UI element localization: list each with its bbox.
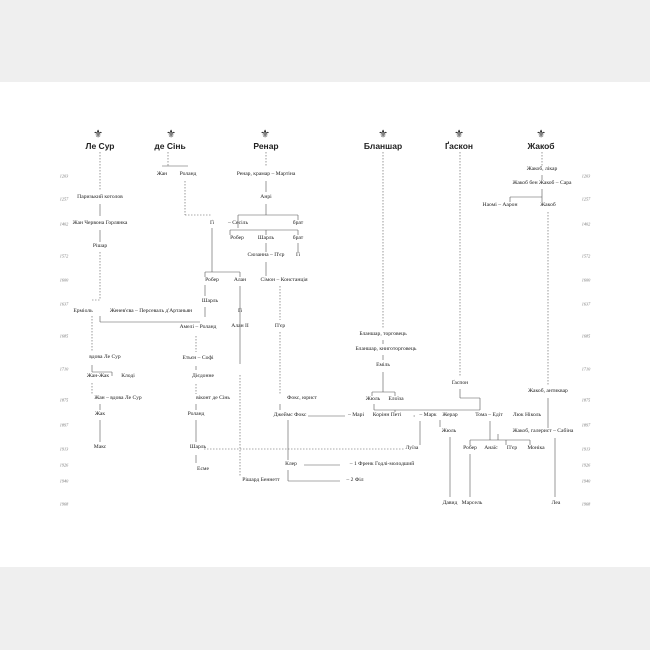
person-node: Шарль: [257, 235, 275, 242]
house-name-renar: Ренар: [253, 141, 279, 151]
fleur-de-lis-icon: ⚜: [378, 128, 388, 141]
person-node: Давид: [442, 500, 458, 507]
year-label: 1572: [581, 253, 591, 259]
person-node: Фокс, юрист: [287, 395, 317, 402]
person-node: Жакоб бен Жакоб – Сара: [512, 180, 572, 187]
person-node: Шарль: [189, 444, 207, 451]
person-node: Жан Червона Горлянка: [72, 220, 128, 227]
person-node: Ґі: [237, 308, 243, 315]
person-node: Рішард Беннетт: [242, 477, 280, 484]
person-node: Жюль: [441, 428, 457, 435]
person-node: Робер: [463, 445, 477, 452]
year-label: 1897: [59, 422, 69, 428]
person-node: Дієдонне: [192, 373, 214, 380]
year-label: 1875: [581, 397, 591, 403]
person-node: Анаїс: [484, 445, 498, 452]
year-label: 1710: [59, 366, 69, 372]
year-label: 1940: [581, 478, 591, 484]
person-node: Клоді: [121, 373, 135, 380]
person-node: Марсель: [461, 500, 483, 507]
person-node: брат: [292, 220, 304, 227]
person-node: – Сесіль: [228, 220, 248, 227]
person-node: Жан – вдова Ле Сур: [94, 395, 142, 402]
person-node: Жакоб: [540, 202, 556, 209]
person-node: вдова Ле Сур: [89, 354, 121, 361]
year-label: 1940: [59, 478, 69, 484]
person-node: Алан: [233, 277, 247, 284]
year-label: 1637: [59, 301, 69, 307]
year-label: 1637: [581, 301, 591, 307]
house-name-blanshar: Бланшар: [363, 141, 403, 151]
person-node: Жюль: [365, 396, 381, 403]
year-label: 1926: [59, 462, 69, 468]
person-node: – Марі: [347, 412, 365, 419]
person-node: Паризький котолов: [77, 194, 123, 201]
person-node: Жакоб, антиквар: [528, 388, 568, 395]
year-label: 1203: [59, 173, 69, 179]
year-label: 1257: [59, 196, 69, 202]
person-node: Роланд: [187, 411, 205, 418]
person-node: Алан II: [231, 323, 249, 330]
year-label: 1913: [581, 446, 591, 452]
year-label: 1600: [581, 277, 591, 283]
person-node: Етьєн – Софі: [182, 355, 214, 362]
person-node: брат: [292, 235, 304, 242]
person-node: – Марк: [419, 412, 437, 419]
person-node: Ґі: [295, 252, 301, 259]
fleur-de-lis-icon: ⚜: [536, 128, 546, 141]
person-node: Тома – Едіт: [475, 412, 503, 419]
person-node: Бланшар, книготорговець: [355, 346, 417, 353]
house-name-zhakob: Жакоб: [527, 141, 555, 151]
person-node: Женев'єва – Персеваль д'Артаньян: [109, 308, 193, 315]
person-node: П'єр: [506, 445, 518, 452]
person-node: Ґі: [209, 220, 215, 227]
person-node: Корінн Петі: [372, 412, 402, 419]
year-label: 1685: [59, 333, 69, 339]
person-node: Жан-Жак: [86, 373, 110, 380]
person-node: Жак: [94, 411, 106, 418]
year-label: 1968: [59, 501, 69, 507]
person-node: Сімон – Констанція: [260, 277, 308, 284]
person-node: Леа: [551, 500, 561, 507]
person-node: Есме: [197, 466, 209, 473]
person-node: Макс: [93, 444, 107, 451]
year-label: 1572: [59, 253, 69, 259]
person-node: Анрі: [260, 194, 272, 201]
person-node: Ерміоль: [73, 308, 93, 315]
person-node: – 2 Філ: [346, 477, 364, 484]
year-label: 1710: [581, 366, 591, 372]
year-label: 1926: [581, 462, 591, 468]
person-node: віконт де Сінь: [196, 395, 230, 402]
person-node: Жерар: [442, 412, 458, 419]
year-label: 1897: [581, 422, 591, 428]
fleur-de-lis-icon: ⚜: [454, 128, 464, 141]
person-node: Клер: [285, 461, 297, 468]
fleur-de-lis-icon: ⚜: [166, 128, 176, 141]
person-node: Люк Ніколь: [512, 412, 542, 419]
person-node: Жакоб, галерист – Сабіна: [512, 428, 574, 435]
person-node: Амелі – Роланд: [179, 324, 217, 331]
person-node: Шарль: [201, 298, 219, 305]
person-node: Наомі – Аарон: [482, 202, 518, 209]
year-label: 1402: [59, 221, 69, 227]
person-node: Жан: [156, 171, 168, 178]
year-label: 1600: [59, 277, 69, 283]
person-node: Жакоб, лікар: [526, 166, 558, 173]
person-node: Ренар, крамар – Мартіна: [236, 171, 296, 178]
house-name-le-sur: Ле Сур: [85, 141, 115, 151]
person-node: Рішар: [92, 243, 108, 250]
person-node: Сюзанна – П'єр: [247, 252, 285, 259]
year-label: 1402: [581, 221, 591, 227]
year-label: 1968: [581, 501, 591, 507]
person-node: Моніка: [527, 445, 545, 452]
person-node: П'єр: [274, 323, 286, 330]
person-node: Робер: [205, 277, 219, 284]
person-node: Бланшар, торговець: [359, 331, 407, 338]
year-label: 1913: [59, 446, 69, 452]
year-label: 1875: [59, 397, 69, 403]
year-label: 1257: [581, 196, 591, 202]
person-node: – 1 Френк Годлі-молодший: [349, 461, 415, 468]
house-name-de-sin: де Сінь: [154, 141, 186, 151]
person-node: Луїза: [405, 445, 419, 452]
house-name-gaskon: Ґаскон: [444, 141, 474, 151]
person-node: Роланд: [179, 171, 197, 178]
person-node: Ґаспон: [451, 380, 469, 387]
year-label: 1685: [581, 333, 591, 339]
person-node: Елоїза: [388, 396, 404, 403]
fleur-de-lis-icon: ⚜: [93, 128, 103, 141]
person-node: Робер: [230, 235, 244, 242]
person-node: Еміль: [376, 362, 390, 369]
year-label: 1203: [581, 173, 591, 179]
person-node: Джеймс Фокс: [273, 412, 307, 419]
fleur-de-lis-icon: ⚜: [260, 128, 270, 141]
